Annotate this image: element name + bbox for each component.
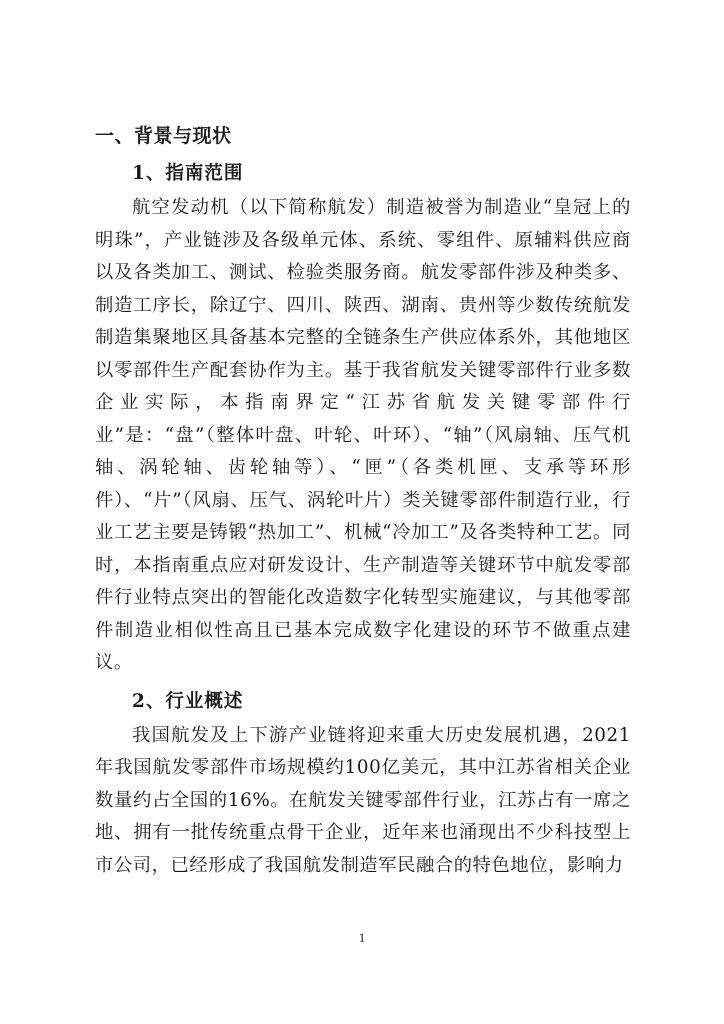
section-heading: 一、背景与现状 [95,125,232,147]
subsection-title-overview: 2、行业概述 [132,690,244,712]
page-content [95,118,631,885]
subsection-title-scope: 1、指南范围 [132,163,244,184]
paragraph-overview: 我国航发及上下游产业链将迎来重大历史发展机遇，2021年我国航发零部件市场规模约100亿美元，其中江苏省相关企业数量约占全国的16%。在航发关键零部件行业，江苏占有一席之地、拥有一批传统重点骨干企业，近年来也涌现出不少科技型上市公司，已经形成了我国航发制造军民融合的特色地位，影响力 [95,724,631,876]
page-number: 1 [358,930,366,945]
paragraph-scope: 航空发动机（以下简称航发）制造被誉为制造业“皇冠上的明珠”，产业链涉及各级单元体、系统、零组件、原辅料供应商以及各类加工、测试、检验类服务商。航发零部件涉及种类多、制造工序长，除辽宁、四川、陕西、湖南、贵州等少数传统航发制造集聚地区具备基本完整的全链条生产供应体系外，其他地区以零部件生产配套协作为主。基于我省航发关键零部件行业多数企业实际，本指南界定“江苏省航发关键零部件行业”是：“盘”（整体叶盘、叶轮、叶环）、“轴”（风扇轴、压气机轴、涡轮轴、齿轮轴等）、“匣”（各类机匣、支承等环形件）、“片”（风扇、压气、涡轮叶片）类关键零部件制造行业，行业工艺主要是铸锻“热加工”、机械“冷加工”及各类特种工艺。同时，本指南重点应对研发设计、生产制造等关键环节中航发零部件行业特点突出的智能化改造数字化转型实施建议，与其他零部件制造业相似性高且已基本完成数字化建设的环节不做重点建议。 [95,197,631,673]
